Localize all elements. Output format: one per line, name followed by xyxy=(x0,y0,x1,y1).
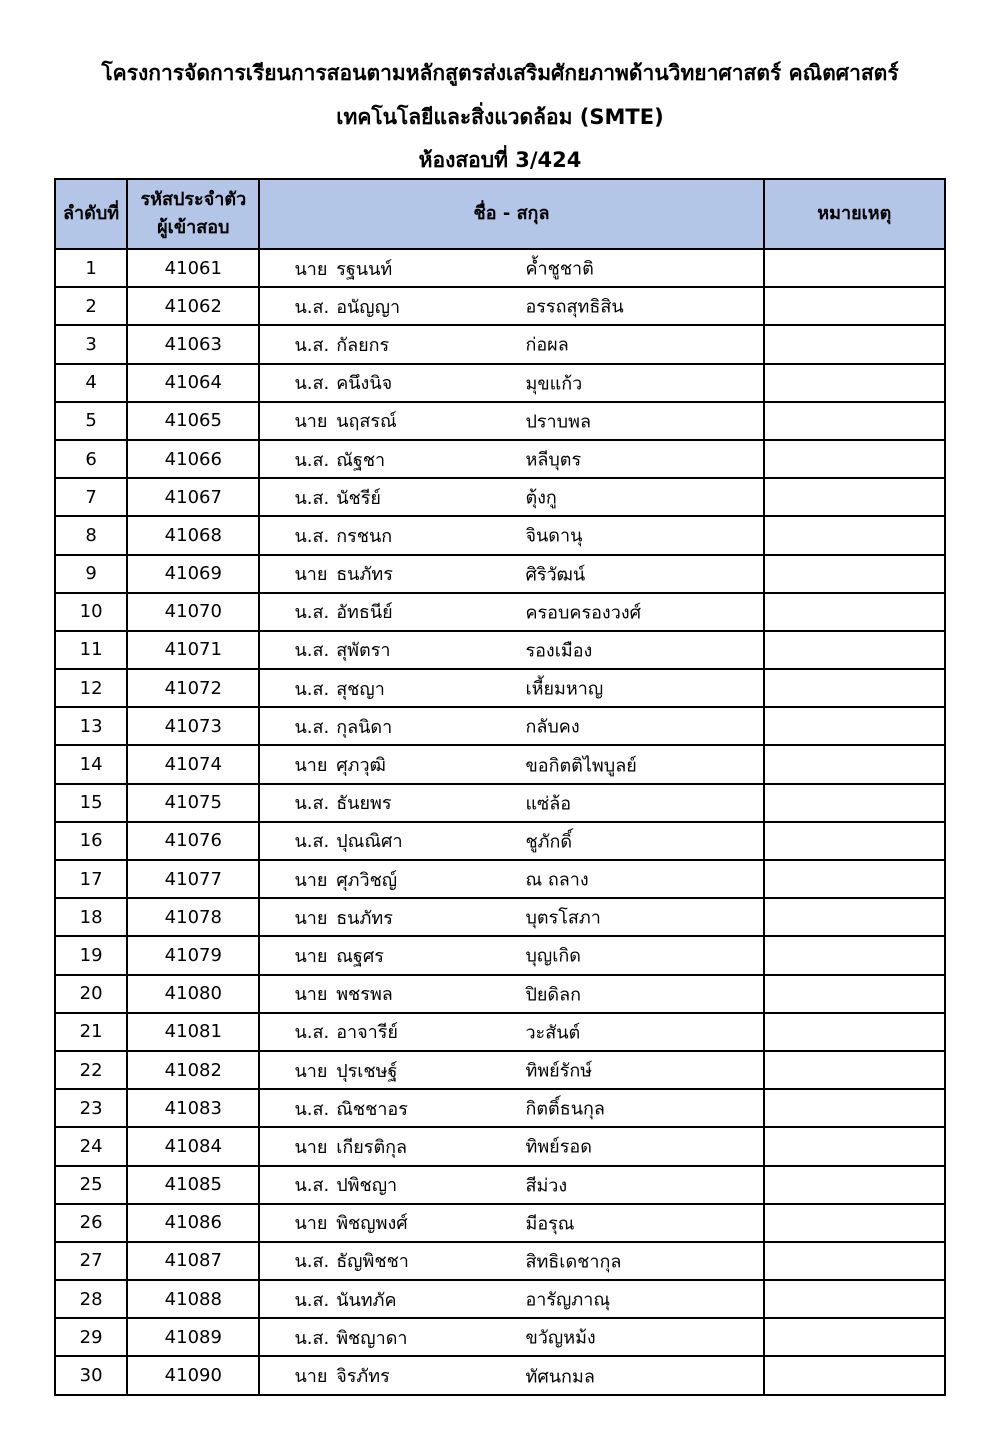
first-name: คนึงนิจ xyxy=(336,373,393,395)
cell-remark xyxy=(764,478,945,516)
cell-no: 11 xyxy=(55,631,127,669)
last-name: ตุ้งกู xyxy=(525,487,557,509)
cell-remark xyxy=(764,1013,945,1051)
name-prefix: น.ส. xyxy=(294,1327,330,1349)
cell-no: 16 xyxy=(55,822,127,860)
name-prefix: นาย xyxy=(294,1366,328,1388)
cell-examinee-id: 41064 xyxy=(127,364,259,402)
cell-remark xyxy=(764,822,945,860)
last-name: ก่อผล xyxy=(525,334,569,356)
column-header-no: ลำดับที่ xyxy=(55,179,127,249)
name-prefix: น.ส. xyxy=(294,373,330,395)
name-prefix: น.ส. xyxy=(294,1251,330,1273)
cell-no: 6 xyxy=(55,440,127,478)
table-row xyxy=(55,1166,945,1204)
name-prefix: นาย xyxy=(294,984,328,1006)
cell-no: 1 xyxy=(55,249,127,287)
cell-no: 30 xyxy=(55,1356,127,1394)
cell-no: 26 xyxy=(55,1204,127,1242)
exam-room-title: ห้องสอบที่ 3/424 xyxy=(418,148,582,172)
cell-remark xyxy=(764,860,945,898)
table-row xyxy=(55,478,945,516)
cell-examinee-id: 41076 xyxy=(127,822,259,860)
name-prefix: นาย xyxy=(294,945,328,967)
cell-remark xyxy=(764,440,945,478)
name-prefix: นาย xyxy=(294,869,328,891)
cell-no: 12 xyxy=(55,669,127,707)
table-row xyxy=(55,555,945,593)
cell-examinee-id: 41087 xyxy=(127,1242,259,1280)
first-name: เกียรติกุล xyxy=(336,1136,408,1158)
table-row xyxy=(55,975,945,1013)
cell-remark xyxy=(764,631,945,669)
cell-full-name xyxy=(259,440,763,478)
first-name: ธนภัทร xyxy=(336,907,393,929)
last-name: ปราบพล xyxy=(525,411,591,433)
cell-examinee-id: 41068 xyxy=(127,516,259,554)
table-row xyxy=(55,784,945,822)
last-name: ขวัญหม้ง xyxy=(525,1327,596,1349)
cell-full-name xyxy=(259,1051,763,1089)
cell-full-name xyxy=(259,1089,763,1127)
name-prefix: นาย xyxy=(294,1213,328,1235)
table-row xyxy=(55,1051,945,1089)
cell-full-name xyxy=(259,1204,763,1242)
column-header-id-line2: ผู้เข้าสอบ xyxy=(157,217,230,238)
cell-examinee-id: 41081 xyxy=(127,1013,259,1051)
name-prefix: น.ส. xyxy=(294,640,330,662)
cell-no: 28 xyxy=(55,1280,127,1318)
cell-full-name xyxy=(259,364,763,402)
cell-examinee-id: 41065 xyxy=(127,402,259,440)
last-name: วะสันต์ xyxy=(525,1022,581,1044)
cell-remark xyxy=(764,249,945,287)
cell-examinee-id: 41079 xyxy=(127,936,259,974)
cell-examinee-id: 41083 xyxy=(127,1089,259,1127)
cell-full-name xyxy=(259,707,763,745)
cell-full-name xyxy=(259,1166,763,1204)
cell-no: 27 xyxy=(55,1242,127,1280)
cell-remark xyxy=(764,593,945,631)
cell-no: 21 xyxy=(55,1013,127,1051)
cell-remark xyxy=(764,669,945,707)
first-name: รฐนนท์ xyxy=(336,258,393,280)
cell-full-name xyxy=(259,822,763,860)
name-prefix: นาย xyxy=(294,258,328,280)
last-name: ณ ถลาง xyxy=(525,869,589,891)
name-prefix: น.ส. xyxy=(294,487,330,509)
first-name: นัชรีย์ xyxy=(336,487,381,509)
cell-remark xyxy=(764,1318,945,1356)
cell-examinee-id: 41089 xyxy=(127,1318,259,1356)
first-name: อนัญญา xyxy=(336,296,401,318)
cell-full-name xyxy=(259,1242,763,1280)
cell-no: 22 xyxy=(55,1051,127,1089)
first-name: สุพัตรา xyxy=(336,640,391,662)
cell-remark xyxy=(764,325,945,363)
cell-examinee-id: 41071 xyxy=(127,631,259,669)
cell-examinee-id: 41078 xyxy=(127,898,259,936)
last-name: อารัญภาณุ xyxy=(525,1289,611,1311)
name-prefix: น.ส. xyxy=(294,449,330,471)
cell-full-name xyxy=(259,1013,763,1051)
cell-examinee-id: 41075 xyxy=(127,784,259,822)
table-row xyxy=(55,898,945,936)
last-name: ชูภักดิ์ xyxy=(525,831,573,853)
cell-no: 10 xyxy=(55,593,127,631)
name-prefix: น.ส. xyxy=(294,1289,330,1311)
cell-no: 13 xyxy=(55,707,127,745)
table-row xyxy=(55,707,945,745)
name-prefix: นาย xyxy=(294,755,328,777)
cell-examinee-id: 41074 xyxy=(127,745,259,783)
table-row xyxy=(55,1127,945,1165)
cell-remark xyxy=(764,402,945,440)
last-name: สีม่วง xyxy=(525,1175,568,1197)
name-prefix: น.ส. xyxy=(294,1022,330,1044)
cell-full-name xyxy=(259,745,763,783)
cell-examinee-id: 41061 xyxy=(127,249,259,287)
cell-no: 2 xyxy=(55,287,127,325)
name-prefix: น.ส. xyxy=(294,1175,330,1197)
cell-full-name xyxy=(259,287,763,325)
last-name: มีอรุณ xyxy=(525,1213,575,1235)
cell-remark xyxy=(764,516,945,554)
cell-full-name xyxy=(259,631,763,669)
last-name: บุญเกิด xyxy=(525,945,581,967)
cell-no: 25 xyxy=(55,1166,127,1204)
last-name: ขอกิตติไพบูลย์ xyxy=(525,755,637,777)
cell-remark xyxy=(764,1204,945,1242)
cell-remark xyxy=(764,1051,945,1089)
cell-full-name xyxy=(259,1127,763,1165)
first-name: อาจารีย์ xyxy=(336,1022,398,1044)
table-row xyxy=(55,1280,945,1318)
cell-full-name xyxy=(259,898,763,936)
cell-remark xyxy=(764,364,945,402)
first-name: อัทธนีย์ xyxy=(336,602,393,624)
cell-no: 19 xyxy=(55,936,127,974)
cell-remark xyxy=(764,1242,945,1280)
cell-examinee-id: 41088 xyxy=(127,1280,259,1318)
document-title-line1: โครงการจัดการเรียนการสอนตามหลักสูตรส่งเสริมศักยภาพด้านวิทยาศาสตร์ คณิตศาสตร์ xyxy=(101,61,899,85)
cell-full-name xyxy=(259,516,763,554)
cell-examinee-id: 41082 xyxy=(127,1051,259,1089)
first-name: ปุรเชษฐ์ xyxy=(336,1060,398,1082)
last-name: กิตติ์ธนกุล xyxy=(525,1098,605,1120)
cell-remark xyxy=(764,1166,945,1204)
cell-examinee-id: 41080 xyxy=(127,975,259,1013)
cell-full-name xyxy=(259,593,763,631)
first-name: พชรพล xyxy=(336,984,393,1006)
cell-remark xyxy=(764,1127,945,1165)
name-prefix: นาย xyxy=(294,1060,328,1082)
document-title-line2: เทคโนโลยีและสิ่งแวดล้อม (SMTE) xyxy=(336,105,664,129)
cell-full-name xyxy=(259,1356,763,1394)
table-row xyxy=(55,287,945,325)
cell-no: 14 xyxy=(55,745,127,783)
cell-full-name xyxy=(259,249,763,287)
name-prefix: นาย xyxy=(294,1136,328,1158)
table-row xyxy=(55,440,945,478)
first-name: ธันยพร xyxy=(336,793,392,815)
cell-full-name xyxy=(259,784,763,822)
last-name: รองเมือง xyxy=(525,640,593,662)
cell-remark xyxy=(764,555,945,593)
cell-examinee-id: 41090 xyxy=(127,1356,259,1394)
cell-examinee-id: 41072 xyxy=(127,669,259,707)
column-header-id xyxy=(127,179,259,249)
name-prefix: น.ส. xyxy=(294,334,330,356)
table-row xyxy=(55,822,945,860)
cell-full-name xyxy=(259,402,763,440)
cell-remark xyxy=(764,784,945,822)
last-name: ศิริวัฒน์ xyxy=(525,564,586,586)
column-header-id-line1: รหัสประจำตัว xyxy=(140,189,247,210)
cell-remark xyxy=(764,1280,945,1318)
cell-remark xyxy=(764,707,945,745)
cell-no: 5 xyxy=(55,402,127,440)
first-name: พิชญพงศ์ xyxy=(336,1213,408,1235)
first-name: นฤสรณ์ xyxy=(336,411,397,433)
cell-full-name xyxy=(259,325,763,363)
name-prefix: น.ส. xyxy=(294,678,330,700)
cell-examinee-id: 41084 xyxy=(127,1127,259,1165)
last-name: หลีบุตร xyxy=(525,449,582,471)
name-prefix: น.ส. xyxy=(294,716,330,738)
table-row xyxy=(55,325,945,363)
name-prefix: น.ส. xyxy=(294,296,330,318)
name-prefix: นาย xyxy=(294,564,328,586)
table-row xyxy=(55,249,945,287)
table-row xyxy=(55,1089,945,1127)
first-name: ศุภวุฒิ xyxy=(336,755,386,777)
cell-examinee-id: 41067 xyxy=(127,478,259,516)
first-name: พิชญาดา xyxy=(336,1327,408,1349)
first-name: ณิชชาอร xyxy=(336,1098,408,1120)
cell-no: 7 xyxy=(55,478,127,516)
table-row xyxy=(55,669,945,707)
table-row xyxy=(55,593,945,631)
column-header-remark: หมายเหตุ xyxy=(764,179,945,249)
cell-no: 24 xyxy=(55,1127,127,1165)
first-name: จิรภัทร xyxy=(336,1366,390,1388)
first-name: ณฐศร xyxy=(336,945,384,967)
cell-remark xyxy=(764,287,945,325)
cell-no: 17 xyxy=(55,860,127,898)
cell-no: 15 xyxy=(55,784,127,822)
table-row xyxy=(55,516,945,554)
cell-full-name xyxy=(259,669,763,707)
cell-remark xyxy=(764,898,945,936)
last-name: จินดานุ xyxy=(525,525,583,547)
first-name: กรชนก xyxy=(336,525,393,547)
last-name: ปิยดิลก xyxy=(525,984,582,1006)
cell-full-name xyxy=(259,936,763,974)
last-name: บุตรโสภา xyxy=(525,907,601,929)
name-prefix: นาย xyxy=(294,411,328,433)
cell-full-name xyxy=(259,478,763,516)
table-row xyxy=(55,364,945,402)
last-name: กลับคง xyxy=(525,716,580,738)
name-prefix: น.ส. xyxy=(294,831,330,853)
name-prefix: น.ส. xyxy=(294,525,330,547)
last-name: แซ่ล้อ xyxy=(525,793,572,815)
table-row xyxy=(55,1318,945,1356)
table-body xyxy=(55,249,945,1395)
first-name: สุชญา xyxy=(336,678,385,700)
last-name: ทิพย์รอด xyxy=(525,1136,592,1158)
last-name: ค้ำชูชาติ xyxy=(525,258,594,280)
table-row xyxy=(55,1204,945,1242)
last-name: สิทธิเดชากุล xyxy=(525,1251,622,1273)
first-name: กัลยกร xyxy=(336,334,390,356)
first-name: ปุณณิศา xyxy=(336,831,403,853)
last-name: มุขแก้ว xyxy=(525,373,583,395)
name-prefix: น.ส. xyxy=(294,793,330,815)
cell-examinee-id: 41086 xyxy=(127,1204,259,1242)
cell-examinee-id: 41069 xyxy=(127,555,259,593)
cell-no: 18 xyxy=(55,898,127,936)
cell-no: 9 xyxy=(55,555,127,593)
cell-remark xyxy=(764,936,945,974)
cell-full-name xyxy=(259,860,763,898)
cell-remark xyxy=(764,1356,945,1394)
last-name: อรรถสุทธิสิน xyxy=(525,296,624,318)
table-row xyxy=(55,1356,945,1394)
cell-examinee-id: 41066 xyxy=(127,440,259,478)
name-prefix: นาย xyxy=(294,907,328,929)
cell-examinee-id: 41063 xyxy=(127,325,259,363)
table-row xyxy=(55,402,945,440)
cell-examinee-id: 41070 xyxy=(127,593,259,631)
cell-remark xyxy=(764,1089,945,1127)
first-name: กุลนิดา xyxy=(336,716,393,738)
cell-no: 23 xyxy=(55,1089,127,1127)
cell-examinee-id: 41062 xyxy=(127,287,259,325)
first-name: ธัญพิชชา xyxy=(336,1251,409,1273)
table-row xyxy=(55,1242,945,1280)
name-prefix: น.ส. xyxy=(294,1098,330,1120)
cell-full-name xyxy=(259,1280,763,1318)
cell-no: 3 xyxy=(55,325,127,363)
table-row xyxy=(55,745,945,783)
column-header-name: ชื่อ - สกุล xyxy=(259,179,763,249)
cell-no: 20 xyxy=(55,975,127,1013)
cell-examinee-id: 41077 xyxy=(127,860,259,898)
first-name: ธนภัทร xyxy=(336,564,393,586)
last-name: เหี้ยมหาญ xyxy=(525,678,604,700)
cell-examinee-id: 41085 xyxy=(127,1166,259,1204)
cell-no: 29 xyxy=(55,1318,127,1356)
last-name: ทัศนกมล xyxy=(525,1366,595,1388)
examinee-table xyxy=(54,178,946,1396)
cell-no: 4 xyxy=(55,364,127,402)
table-row xyxy=(55,1013,945,1051)
cell-full-name xyxy=(259,555,763,593)
name-prefix: น.ส. xyxy=(294,602,330,624)
table-header-row xyxy=(55,179,945,249)
cell-no: 8 xyxy=(55,516,127,554)
table-row xyxy=(55,860,945,898)
cell-examinee-id: 41073 xyxy=(127,707,259,745)
cell-remark xyxy=(764,745,945,783)
cell-full-name xyxy=(259,975,763,1013)
first-name: ณัฐชา xyxy=(336,449,386,471)
cell-remark xyxy=(764,975,945,1013)
table-row xyxy=(55,936,945,974)
table-row xyxy=(55,631,945,669)
first-name: ปพิชญา xyxy=(336,1175,398,1197)
cell-full-name xyxy=(259,1318,763,1356)
first-name: ศุภวิชญ์ xyxy=(336,869,398,891)
last-name: ทิพย์รักษ์ xyxy=(525,1060,593,1082)
first-name: นันทภัค xyxy=(336,1289,397,1311)
last-name: ครอบครองวงศ์ xyxy=(525,602,642,624)
